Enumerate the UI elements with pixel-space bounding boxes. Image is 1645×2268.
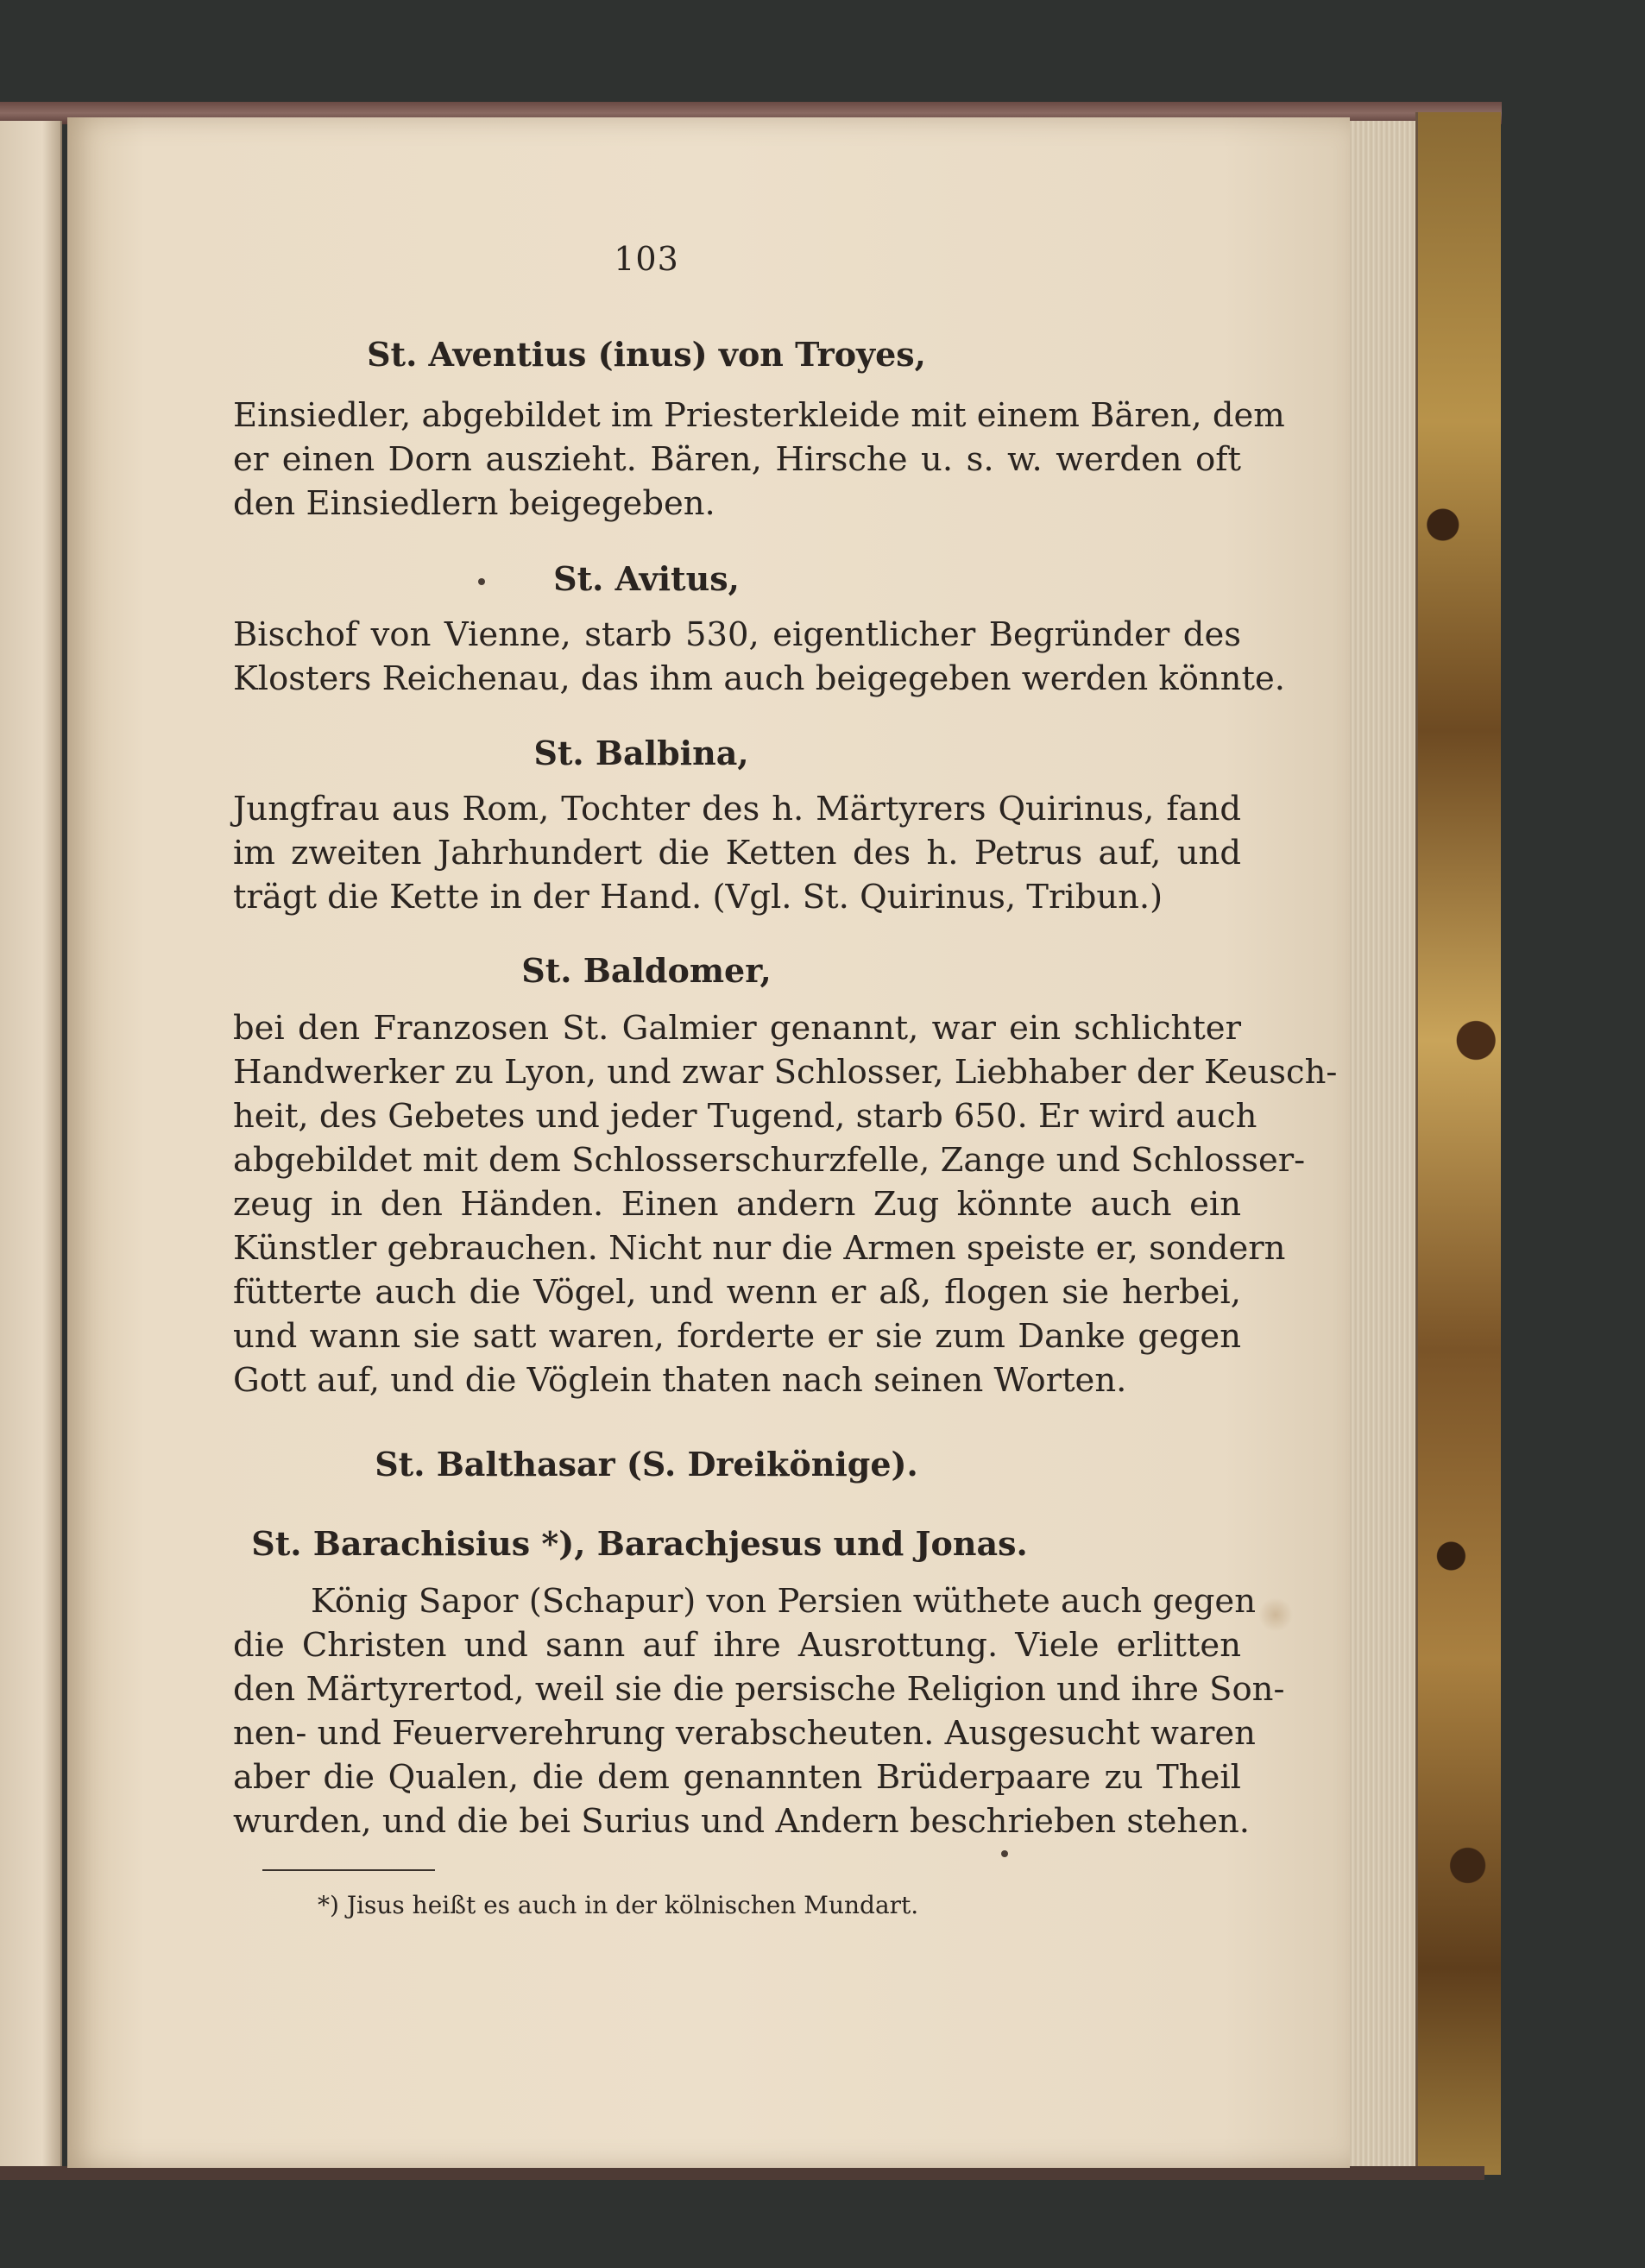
text-line: den Einsiedlern beigegeben.: [233, 484, 715, 523]
paragraph-avitus: [233, 613, 1285, 701]
heading-baldomer: St. Baldomer,: [521, 951, 772, 990]
text-line: im zweiten Jahrhundert die Ketten des h. Petrus auf, und: [233, 834, 1241, 873]
paper-stain: [1258, 1597, 1293, 1632]
text-line: König Sapor (Schapur) von Persien wüthete auch gegen: [311, 1582, 1257, 1621]
ink-dot: [1001, 1850, 1008, 1857]
heading-aventius: St. Aventius (inus) von Troyes,: [367, 335, 926, 374]
marbled-cover-edge: [1415, 112, 1501, 2175]
text-line: Gott auf, und die Vöglein thaten nach seinen Worten.: [233, 1361, 1127, 1400]
text-line: aber die Qualen, die dem genannten Brüderpaare zu Theil: [233, 1758, 1241, 1797]
text-line: bei den Franzosen St. Galmier genannt, war ein schlichter: [233, 1009, 1241, 1048]
text-line: Künstler gebrauchen. Nicht nur die Armen speiste er, sondern: [233, 1229, 1286, 1268]
footnote: *) Jisus heißt es auch in der kölnischen Mundart.: [318, 1891, 919, 1919]
previous-page-edge: [0, 121, 62, 2175]
heading-avitus: St. Avitus,: [553, 559, 740, 598]
text-line: Jungfrau aus Rom, Tochter des h. Märtyrers Quirinus, fand: [233, 790, 1241, 828]
ink-dot: [478, 578, 485, 585]
text-line: Klosters Reichenau, das ihm auch beigegeben werden könnte.: [233, 659, 1285, 698]
heading-barachisius: St. Barachisius *), Barachjesus und Jonas.: [251, 1524, 1028, 1563]
text-line: abgebildet mit dem Schlosserschurzfelle, Zange und Schlosser-: [233, 1141, 1306, 1180]
text-line: Einsiedler, abgebildet im Priesterkleide mit einem Bären, dem: [233, 396, 1285, 435]
text-line: nen- und Feuerverehrung verabscheuten. Ausgesucht waren: [233, 1714, 1256, 1753]
text-line: fütterte auch die Vögel, und wenn er aß, flogen sie herbei,: [233, 1273, 1241, 1312]
text-line: Bischof von Vienne, starb 530, eigentlicher Begründer des: [233, 615, 1241, 654]
text-line: den Märtyrertod, weil sie die persische Religion und ihre Son-: [233, 1670, 1285, 1709]
text-line: die Christen und sann auf ihre Ausrottung. Viele erlitten: [233, 1626, 1241, 1665]
text-line: Handwerker zu Lyon, und zwar Schlosser, Liebhaber der Keusch-: [233, 1053, 1338, 1092]
text-line: er einen Dorn auszieht. Bären, Hirsche u. s. w. werden oft: [233, 440, 1241, 479]
book-page: [67, 117, 1350, 2168]
heading-balbina: St. Balbina,: [533, 734, 749, 772]
background: [0, 0, 1645, 104]
paragraph-balbina: [233, 787, 1241, 919]
text-line: trägt die Kette in der Hand. (Vgl. St. Quirinus, Tribun.): [233, 878, 1163, 917]
text-line: und wann sie satt waren, forderte er sie zum Danke gegen: [233, 1317, 1241, 1356]
paragraph-baldomer: [233, 1006, 1338, 1402]
text-line: heit, des Gebetes und jeder Tugend, starb 650. Er wird auch: [233, 1097, 1257, 1136]
footnote-rule: [262, 1869, 435, 1871]
text-line: wurden, und die bei Surius und Andern beschrieben stehen.: [233, 1802, 1251, 1841]
book-cover-bottom-edge: [0, 2166, 1484, 2180]
page-number: 103: [614, 240, 679, 278]
text-line: zeug in den Händen. Einen andern Zug könnte auch ein: [233, 1185, 1241, 1224]
heading-balthasar: St. Balthasar (S. Dreikönige).: [375, 1445, 918, 1484]
paragraph-barachisius: [233, 1579, 1285, 1843]
paragraph-aventius: [233, 394, 1285, 526]
